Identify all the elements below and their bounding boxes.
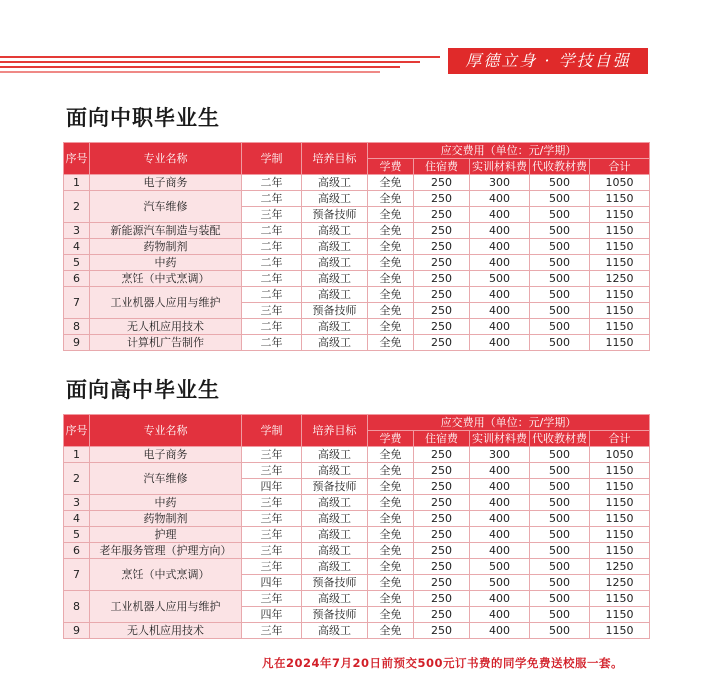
total-cell: 1150: [590, 223, 650, 239]
total-cell: 1150: [590, 479, 650, 495]
duration-cell: 二年: [242, 239, 302, 255]
textbook-cell: 500: [530, 255, 590, 271]
goal-cell: 高级工: [302, 271, 368, 287]
duration-cell: 三年: [242, 495, 302, 511]
duration-cell: 四年: [242, 575, 302, 591]
total-cell: 1150: [590, 319, 650, 335]
duration-cell: 三年: [242, 527, 302, 543]
lodging-cell: 250: [414, 495, 470, 511]
tuition-cell: 全免: [368, 191, 414, 207]
material-cell: 400: [470, 463, 530, 479]
goal-cell: 预备技师: [302, 607, 368, 623]
goal-cell: 高级工: [302, 591, 368, 607]
major-name: 工业机器人应用与维护: [90, 287, 242, 319]
material-cell: 400: [470, 607, 530, 623]
material-cell: 400: [470, 479, 530, 495]
header-total: 合计: [590, 431, 650, 447]
tuition-cell: 全免: [368, 319, 414, 335]
material-cell: 400: [470, 191, 530, 207]
major-name: 无人机应用技术: [90, 319, 242, 335]
total-cell: 1150: [590, 287, 650, 303]
lodging-cell: 250: [414, 543, 470, 559]
material-cell: 400: [470, 591, 530, 607]
row-number: 5: [64, 255, 90, 271]
textbook-cell: 500: [530, 271, 590, 287]
table-row: [64, 543, 650, 559]
total-cell: 1150: [590, 495, 650, 511]
header-major: 专业名称: [90, 415, 242, 447]
row-number: 7: [64, 287, 90, 319]
goal-cell: 预备技师: [302, 479, 368, 495]
tuition-cell: 全免: [368, 607, 414, 623]
goal-cell: 高级工: [302, 559, 368, 575]
textbook-cell: 500: [530, 303, 590, 319]
table-row: [64, 271, 650, 287]
tuition-cell: 全免: [368, 447, 414, 463]
goal-cell: 高级工: [302, 495, 368, 511]
duration-cell: 二年: [242, 335, 302, 351]
material-cell: 400: [470, 207, 530, 223]
tuition-cell: 全免: [368, 255, 414, 271]
header-duration: 学制: [242, 143, 302, 175]
tuition-cell: 全免: [368, 303, 414, 319]
major-name: 药物制剂: [90, 511, 242, 527]
lodging-cell: 250: [414, 447, 470, 463]
table-row: [64, 591, 650, 607]
fee-table-highschool: [63, 414, 650, 639]
lodging-cell: 250: [414, 527, 470, 543]
section-title-highschool: 面向高中毕业生: [66, 378, 220, 402]
goal-cell: 预备技师: [302, 575, 368, 591]
duration-cell: 三年: [242, 591, 302, 607]
textbook-cell: 500: [530, 543, 590, 559]
lodging-cell: 250: [414, 559, 470, 575]
row-number: 3: [64, 495, 90, 511]
tuition-cell: 全免: [368, 175, 414, 191]
table-row: [64, 447, 650, 463]
textbook-cell: 500: [530, 527, 590, 543]
goal-cell: 高级工: [302, 287, 368, 303]
material-cell: 400: [470, 511, 530, 527]
stripe-line: [0, 66, 400, 68]
header-no: 序号: [64, 415, 90, 447]
tuition-cell: 全免: [368, 335, 414, 351]
material-cell: 500: [470, 271, 530, 287]
header-lodging: 住宿费: [414, 431, 470, 447]
goal-cell: 高级工: [302, 191, 368, 207]
material-cell: 400: [470, 287, 530, 303]
header-material: 实训材料费: [470, 431, 530, 447]
textbook-cell: 500: [530, 623, 590, 639]
textbook-cell: 500: [530, 607, 590, 623]
lodging-cell: 250: [414, 223, 470, 239]
total-cell: 1150: [590, 607, 650, 623]
total-cell: 1150: [590, 511, 650, 527]
header-textbook: 代收教材费: [530, 431, 590, 447]
goal-cell: 高级工: [302, 335, 368, 351]
tuition-cell: 全免: [368, 287, 414, 303]
major-name: 汽车维修: [90, 463, 242, 495]
material-cell: 300: [470, 447, 530, 463]
total-cell: 1150: [590, 255, 650, 271]
duration-cell: 二年: [242, 287, 302, 303]
lodging-cell: 250: [414, 335, 470, 351]
header-no: 序号: [64, 143, 90, 175]
major-name: 护理: [90, 527, 242, 543]
major-name: 烹饪（中式烹调）: [90, 271, 242, 287]
header-total: 合计: [590, 159, 650, 175]
duration-cell: 三年: [242, 447, 302, 463]
total-cell: 1250: [590, 271, 650, 287]
total-cell: 1150: [590, 191, 650, 207]
material-cell: 400: [470, 527, 530, 543]
textbook-cell: 500: [530, 223, 590, 239]
row-number: 2: [64, 191, 90, 223]
lodging-cell: 250: [414, 623, 470, 639]
row-number: 6: [64, 543, 90, 559]
goal-cell: 高级工: [302, 543, 368, 559]
fee-table-secondary: [63, 142, 650, 351]
goal-cell: 高级工: [302, 527, 368, 543]
tuition-cell: 全免: [368, 623, 414, 639]
table-row: [64, 463, 650, 479]
total-cell: 1150: [590, 623, 650, 639]
duration-cell: 四年: [242, 479, 302, 495]
material-cell: 400: [470, 223, 530, 239]
textbook-cell: 500: [530, 239, 590, 255]
row-number: 8: [64, 319, 90, 335]
duration-cell: 三年: [242, 543, 302, 559]
footer-note: 凡在2024年7月20日前预交500元订书费的同学免费送校服一套。: [262, 656, 624, 670]
tuition-cell: 全免: [368, 271, 414, 287]
tuition-cell: 全免: [368, 511, 414, 527]
goal-cell: 高级工: [302, 239, 368, 255]
total-cell: 1150: [590, 463, 650, 479]
total-cell: 1050: [590, 175, 650, 191]
goal-cell: 预备技师: [302, 207, 368, 223]
goal-cell: 预备技师: [302, 303, 368, 319]
total-cell: 1250: [590, 575, 650, 591]
header-lodging: 住宿费: [414, 159, 470, 175]
lodging-cell: 250: [414, 607, 470, 623]
table-row: [64, 623, 650, 639]
major-name: 无人机应用技术: [90, 623, 242, 639]
major-name: 计算机广告制作: [90, 335, 242, 351]
tuition-cell: 全免: [368, 575, 414, 591]
table-row: [64, 335, 650, 351]
top-decoration: [0, 0, 720, 80]
major-name: 老年服务管理（护理方向）: [90, 543, 242, 559]
row-number: 1: [64, 447, 90, 463]
total-cell: 1150: [590, 335, 650, 351]
row-number: 4: [64, 239, 90, 255]
textbook-cell: 500: [530, 495, 590, 511]
duration-cell: 三年: [242, 623, 302, 639]
material-cell: 400: [470, 335, 530, 351]
table-row: [64, 191, 650, 207]
tuition-cell: 全免: [368, 223, 414, 239]
row-number: 6: [64, 271, 90, 287]
table-row: [64, 255, 650, 271]
textbook-cell: 500: [530, 479, 590, 495]
material-cell: 300: [470, 175, 530, 191]
material-cell: 400: [470, 255, 530, 271]
lodging-cell: 250: [414, 239, 470, 255]
lodging-cell: 250: [414, 303, 470, 319]
textbook-cell: 500: [530, 335, 590, 351]
table-row: [64, 287, 650, 303]
table-row: [64, 559, 650, 575]
textbook-cell: 500: [530, 511, 590, 527]
row-number: 4: [64, 511, 90, 527]
lodging-cell: 250: [414, 271, 470, 287]
duration-cell: 三年: [242, 207, 302, 223]
duration-cell: 四年: [242, 607, 302, 623]
header-textbook: 代收教材费: [530, 159, 590, 175]
lodging-cell: 250: [414, 575, 470, 591]
lodging-cell: 250: [414, 175, 470, 191]
table-row: [64, 495, 650, 511]
goal-cell: 高级工: [302, 463, 368, 479]
total-cell: 1150: [590, 543, 650, 559]
table-row: [64, 511, 650, 527]
header-tuition: 学费: [368, 159, 414, 175]
textbook-cell: 500: [530, 463, 590, 479]
table-row: [64, 239, 650, 255]
duration-cell: 三年: [242, 463, 302, 479]
duration-cell: 二年: [242, 255, 302, 271]
major-name: 烹饪（中式烹调）: [90, 559, 242, 591]
tuition-cell: 全免: [368, 207, 414, 223]
total-cell: 1050: [590, 447, 650, 463]
section-title-secondary: 面向中职毕业生: [66, 106, 220, 130]
material-cell: 400: [470, 543, 530, 559]
textbook-cell: 500: [530, 591, 590, 607]
duration-cell: 三年: [242, 559, 302, 575]
tuition-cell: 全免: [368, 559, 414, 575]
duration-cell: 二年: [242, 271, 302, 287]
tuition-cell: 全免: [368, 239, 414, 255]
goal-cell: 高级工: [302, 623, 368, 639]
header-material: 实训材料费: [470, 159, 530, 175]
material-cell: 400: [470, 239, 530, 255]
lodging-cell: 250: [414, 207, 470, 223]
stripe-line: [0, 56, 440, 58]
stripe-line: [0, 61, 420, 63]
total-cell: 1150: [590, 527, 650, 543]
lodging-cell: 250: [414, 287, 470, 303]
row-number: 5: [64, 527, 90, 543]
material-cell: 400: [470, 319, 530, 335]
textbook-cell: 500: [530, 287, 590, 303]
material-cell: 400: [470, 495, 530, 511]
goal-cell: 高级工: [302, 511, 368, 527]
tuition-cell: 全免: [368, 543, 414, 559]
lodging-cell: 250: [414, 463, 470, 479]
row-number: 3: [64, 223, 90, 239]
textbook-cell: 500: [530, 207, 590, 223]
material-cell: 500: [470, 575, 530, 591]
goal-cell: 高级工: [302, 319, 368, 335]
table-row: [64, 527, 650, 543]
textbook-cell: 500: [530, 575, 590, 591]
major-name: 电子商务: [90, 447, 242, 463]
tuition-cell: 全免: [368, 527, 414, 543]
major-name: 汽车维修: [90, 191, 242, 223]
lodging-cell: 250: [414, 591, 470, 607]
row-number: 9: [64, 623, 90, 639]
duration-cell: 三年: [242, 511, 302, 527]
total-cell: 1150: [590, 591, 650, 607]
stripe-line: [0, 71, 380, 73]
row-number: 8: [64, 591, 90, 623]
header-fee-group: 应交费用（单位：元/学期）: [368, 415, 650, 431]
total-cell: 1150: [590, 303, 650, 319]
major-name: 药物制剂: [90, 239, 242, 255]
major-name: 中药: [90, 495, 242, 511]
lodging-cell: 250: [414, 319, 470, 335]
header-goal: 培养目标: [302, 143, 368, 175]
table-row: [64, 319, 650, 335]
textbook-cell: 500: [530, 559, 590, 575]
lodging-cell: 250: [414, 511, 470, 527]
header-fee-group: 应交费用（单位：元/学期）: [368, 143, 650, 159]
header-duration: 学制: [242, 415, 302, 447]
goal-cell: 高级工: [302, 447, 368, 463]
duration-cell: 二年: [242, 175, 302, 191]
row-number: 2: [64, 463, 90, 495]
row-number: 1: [64, 175, 90, 191]
textbook-cell: 500: [530, 191, 590, 207]
major-name: 新能源汽车制造与装配: [90, 223, 242, 239]
tuition-cell: 全免: [368, 495, 414, 511]
goal-cell: 高级工: [302, 223, 368, 239]
header-goal: 培养目标: [302, 415, 368, 447]
total-cell: 1150: [590, 239, 650, 255]
major-name: 中药: [90, 255, 242, 271]
header-tuition: 学费: [368, 431, 414, 447]
duration-cell: 二年: [242, 319, 302, 335]
total-cell: 1150: [590, 207, 650, 223]
major-name: 电子商务: [90, 175, 242, 191]
tuition-cell: 全免: [368, 479, 414, 495]
header-major: 专业名称: [90, 143, 242, 175]
tuition-cell: 全免: [368, 463, 414, 479]
material-cell: 400: [470, 623, 530, 639]
table-row: [64, 175, 650, 191]
slogan-banner: 厚德立身 · 学技自强: [448, 48, 648, 74]
major-name: 工业机器人应用与维护: [90, 591, 242, 623]
duration-cell: 二年: [242, 223, 302, 239]
tuition-cell: 全免: [368, 591, 414, 607]
row-number: 7: [64, 559, 90, 591]
textbook-cell: 500: [530, 447, 590, 463]
duration-cell: 三年: [242, 303, 302, 319]
material-cell: 400: [470, 303, 530, 319]
goal-cell: 高级工: [302, 255, 368, 271]
row-number: 9: [64, 335, 90, 351]
total-cell: 1250: [590, 559, 650, 575]
goal-cell: 高级工: [302, 175, 368, 191]
lodging-cell: 250: [414, 479, 470, 495]
textbook-cell: 500: [530, 175, 590, 191]
material-cell: 500: [470, 559, 530, 575]
lodging-cell: 250: [414, 255, 470, 271]
table-row: [64, 223, 650, 239]
duration-cell: 二年: [242, 191, 302, 207]
lodging-cell: 250: [414, 191, 470, 207]
textbook-cell: 500: [530, 319, 590, 335]
